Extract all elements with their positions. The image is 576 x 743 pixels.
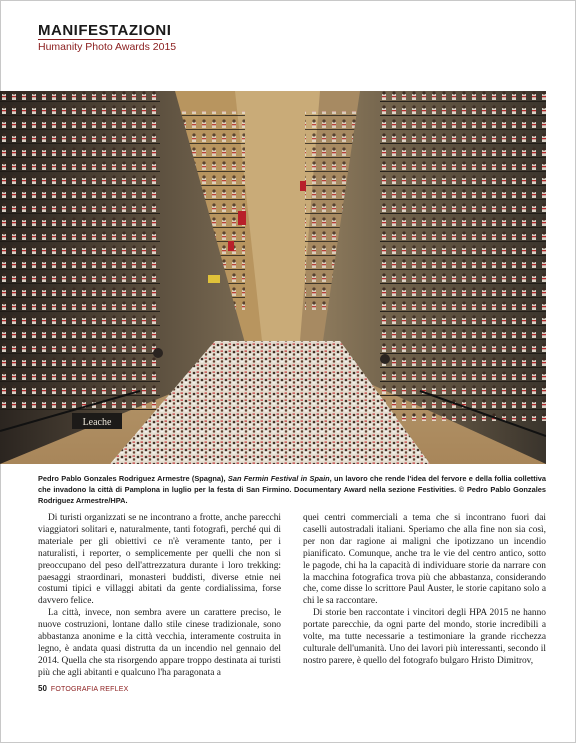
magazine-name: FOTOGRAFIA REFLEX bbox=[50, 686, 129, 693]
shop-sign: Leache bbox=[82, 417, 112, 428]
festival-photo bbox=[0, 91, 546, 464]
section-subtitle: Humanity Photo Awards 2015 bbox=[38, 41, 177, 53]
paragraph: Di storie ben raccontate i vincitori degli HPA 2015 ne hanno portate parecchie, da ogni parte del mondo, storie incredibili a volte, ma tutte necessarie a testimoniare la grande ricchezza culturale dell'umanità. Uno dei lavori più interessanti, secondo il nostro parere, è quello del fotografo bulgaro Hristo Dimitrov, bbox=[303, 608, 546, 666]
column-right bbox=[303, 513, 546, 680]
title-rule bbox=[38, 39, 162, 40]
paragraph: quei centri commerciali a tema che si incontrano fuori dai caselli autostradali italiani. Speriamo che alla fine non sia così, per non dar ragione ai maligni che ipotizzano un incendio pianificato. Comunque, anche tra le vie del centro antico, sotto le pagode, chi ha la capacità di individuare storie da narrare con la macchina fotografica trova più che abbastanza, considerando che, come disse lo scrittore Paul Auster, le storie capitano solo a chi le sa raccontare. bbox=[303, 513, 546, 607]
section-title: MANIFESTAZIONI bbox=[38, 22, 172, 39]
caption-title: San Fermin Festival in Spain bbox=[227, 474, 330, 483]
page-number: 50 bbox=[38, 684, 47, 693]
body-text bbox=[38, 513, 546, 680]
paragraph: La città, invece, non sembra avere un carattere preciso, le nuove costruzioni, lontane dallo stile cinese tradizionale, sono abbastanza anonime e la città vecchia, interamente costruita in legno, è andata quasi distrutta da un incendio nel gennaio del 2014. Quella che sta risorgendo appare troppo destinata ai turisti più che agli abitanti e qualcuno l'ha paragonata a bbox=[38, 608, 281, 678]
caption-rest: , un lavoro che rende l'idea del fervore e della follia collettiva che invadono la città di Pamplona in luglio per la festa di San Firmino. Documentary Award nella sezione Festivities. © Pedro Pablo Gonzales Rodriguez Armestre/HPA. bbox=[38, 474, 546, 505]
page-footer bbox=[38, 684, 128, 693]
caption-author: Pedro Pablo Gonzales Rodriguez Armestre (Spagna), bbox=[38, 474, 228, 483]
paragraph: Di turisti organizzati se ne incontrano a frotte, anche parecchi viaggiatori solitari e, naturalmente, tanti fotografi, perché qui di materiale per gli obiettivi ce n'è veramente tanto, per i naturalisti, i reporter, o semplicemente per quelli che non si preoccupano del peso dell'attrezzatura durante i loro trekking: paesaggi straordinari, monasteri buddisti, diverse etnie nei costumi tipici e villaggi abitati da gente cordialissima, forse davvero felice. bbox=[38, 513, 281, 607]
photo-caption bbox=[38, 473, 546, 506]
column-left bbox=[38, 513, 281, 680]
